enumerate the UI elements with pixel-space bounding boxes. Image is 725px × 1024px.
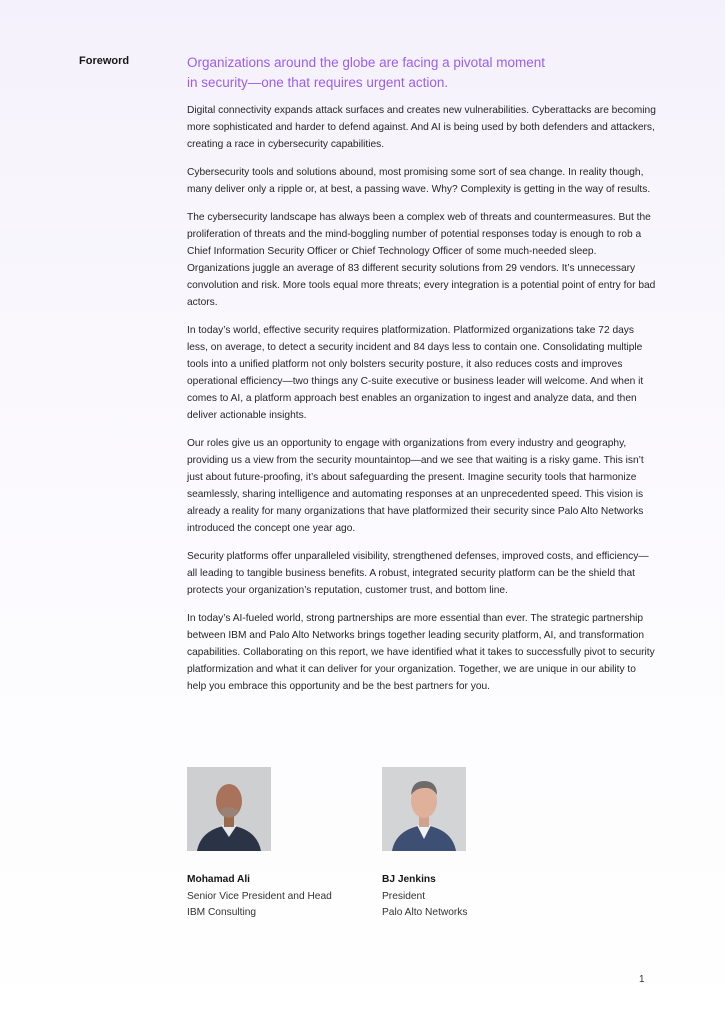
- paragraph: Security platforms offer unparalleled visibility, strengthened defenses, improved costs, and efficiency—all leading to tangible business benefits. A robust, integrated security platform can be the shield that protects your organization’s reputation, customer trust, and bottom line.: [187, 551, 649, 596]
- portrait-mohamad-ali: [187, 767, 271, 851]
- portrait-bj-jenkins: [382, 767, 466, 851]
- page-number: 1: [639, 974, 645, 985]
- headline: [187, 53, 617, 93]
- paragraph: Cybersecurity tools and solutions abound, most promising some sort of sea change. In reality though, many deliver only a ripple or, at best, a passing wave. Why? Complexity is getting in the way of results.: [187, 167, 651, 195]
- signature-block-palo-alto: [382, 872, 468, 922]
- signature-block-ibm: [187, 872, 332, 922]
- section-label: Foreword: [79, 55, 130, 67]
- paragraph: In today’s world, effective security requires platformization. Platformized organizations take 72 days less, on average, to detect a security incident and 84 days less to contain one. Consolidating multiple tools into a unified platform not only bolsters security posture, it also reduces costs and improves operational efficiency—two things any C-suite executive or business leader will welcome. And when it comes to AI, a platform approach best enables an organization to ingest and analyze data, and then deliver actionable insights.: [187, 325, 644, 421]
- paragraph: In today’s AI-fueled world, strong partnerships are more essential than ever. The strategic partnership between IBM and Palo Alto Networks brings together leading security platform, AI, and transformation capabilities. Collaborating on this report, we have identified what it takes to successfully pivot to security platformization and what it can deliver for your organization. Together, we are unique in our ability to help you embrace this opportunity and be the best partners for you.: [187, 613, 655, 692]
- headline-line-2: in security—one that requires urgent action.: [187, 75, 449, 90]
- signatory-name: BJ Jenkins: [382, 874, 436, 885]
- paragraph: Digital connectivity expands attack surfaces and creates new vulnerabilities. Cyberattacks are becoming more sophisticated and harder to defend against. And AI is being used by both defenders and attackers, creating a race in cybersecurity capabilities.: [187, 105, 656, 150]
- signatory-org: IBM Consulting: [187, 907, 257, 918]
- signatory-title: Senior Vice President and Head: [187, 890, 332, 902]
- headline-line-1: Organizations around the globe are facing a pivotal moment: [187, 55, 545, 70]
- foreword-body: [187, 102, 657, 706]
- signatory-title: President: [382, 890, 426, 902]
- signatory-name: Mohamad Ali: [187, 874, 251, 885]
- signatory-org: Palo Alto Networks: [382, 907, 468, 918]
- paragraph: Our roles give us an opportunity to engage with organizations from every industry and geography, providing us a view from the security mountaintop—and we see that waiting is a risky game. This isn’t just about future-proofing, it’s about safeguarding the present. Imagine security tools that harmonize seamlessly, sharing intelligence and automating responses at an unprecedented speed. This vision is already a reality for many organizations that have platformized their security since Palo Alto Networks introduced the concept one year ago.: [187, 438, 644, 534]
- paragraph: The cybersecurity landscape has always been a complex web of threats and countermeasures. But the proliferation of threats and the mind-boggling number of potential responses today is enough to rob a Chief Information Security Officer or Chief Technology Officer of some much-needed sleep. Organizations juggle an average of 83 different security solutions from 29 vendors. It’s unnecessary convolution and risk. More tools equal more threats; every integration is a potential point of entry for bad actors.: [187, 212, 656, 308]
